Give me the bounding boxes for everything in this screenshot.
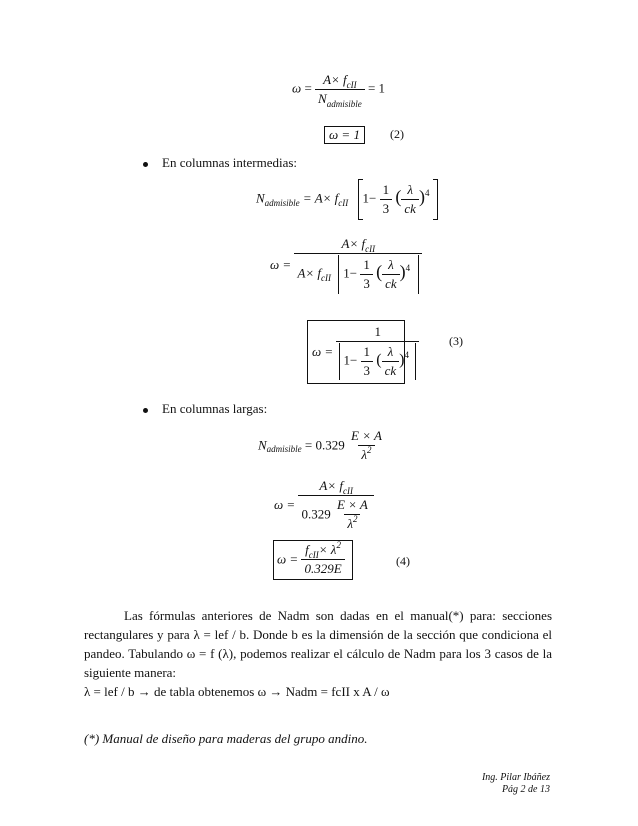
procedure-line: λ = lef / b → de tabla obtenemos ω → Nadm = fcII x A / ω — [84, 684, 390, 699]
boxed-result-2: ω = 1 — [324, 126, 365, 144]
bullet-dot — [143, 162, 148, 167]
footnote: (*) Manual de diseño para maderas del grupo andino. — [84, 731, 368, 746]
equation-3b: ω = $A\times f_{cII}$ $A\times f_{cII}$ 1− $\frac{1}{3}$ ( $\frac{\lambda}{ck}$ )$^4$ — [270, 236, 422, 294]
omega-symbol: ω — [292, 80, 302, 96]
bullet-largas: En columnas largas: — [143, 401, 267, 417]
page-footer — [482, 772, 550, 796]
equation-4a: $N_{admisible} = 0.329$ $\frac{E \times A}{\lambda^2}$ — [258, 428, 382, 462]
footer-page-number: Pág 2 de 13 — [501, 784, 550, 795]
bullet-intermedias: En columnas intermedias: — [143, 155, 297, 171]
equation-4b: ω = $A\times f_{cII}$ 0.329 $\frac{E \times A}{\lambda^2}$ — [274, 478, 374, 532]
equation-label-3: (3) — [449, 334, 463, 348]
equation-4c: ω = $\frac{f_{cII}\times \lambda^2}{0.329E}$ — [277, 542, 345, 577]
equation-3c: ω = 1 1− $\frac{1}{3}$ ( $\frac{\lambda}{ck}$ )$^4$ — [312, 324, 419, 380]
equation-2: ω = $\frac{A\times f_{cII}}{N_{admisible}}$ = 1 — [292, 72, 386, 109]
equation-3a: $N_{admisible} = A\times f_{cII}$ 1− $\frac{1}{3}$ ( $\frac{\lambda}{ck}$ )$^4$ — [256, 180, 438, 219]
fraction: $\frac{A\times f_{cII}}{N_{admisible}}$ — [315, 72, 365, 107]
body-paragraph: Las fórmulas anteriores de Nadm son dadas en el manual(*) para: secciones rectangulares y para λ = lef / b. Donde b es la dimensión de la sección que condiciona el pandeo. Tabulando ω = f (λ), podemos realizar el cálculo de Nadm para los 3 casos de la siguiente manera: — [84, 608, 552, 680]
equation-label-2: (2) — [390, 127, 404, 141]
equation-label-4: (4) — [396, 554, 410, 568]
bullet-dot — [143, 408, 148, 413]
footer-author: Ing. Pilar Ibáñez — [481, 772, 550, 783]
